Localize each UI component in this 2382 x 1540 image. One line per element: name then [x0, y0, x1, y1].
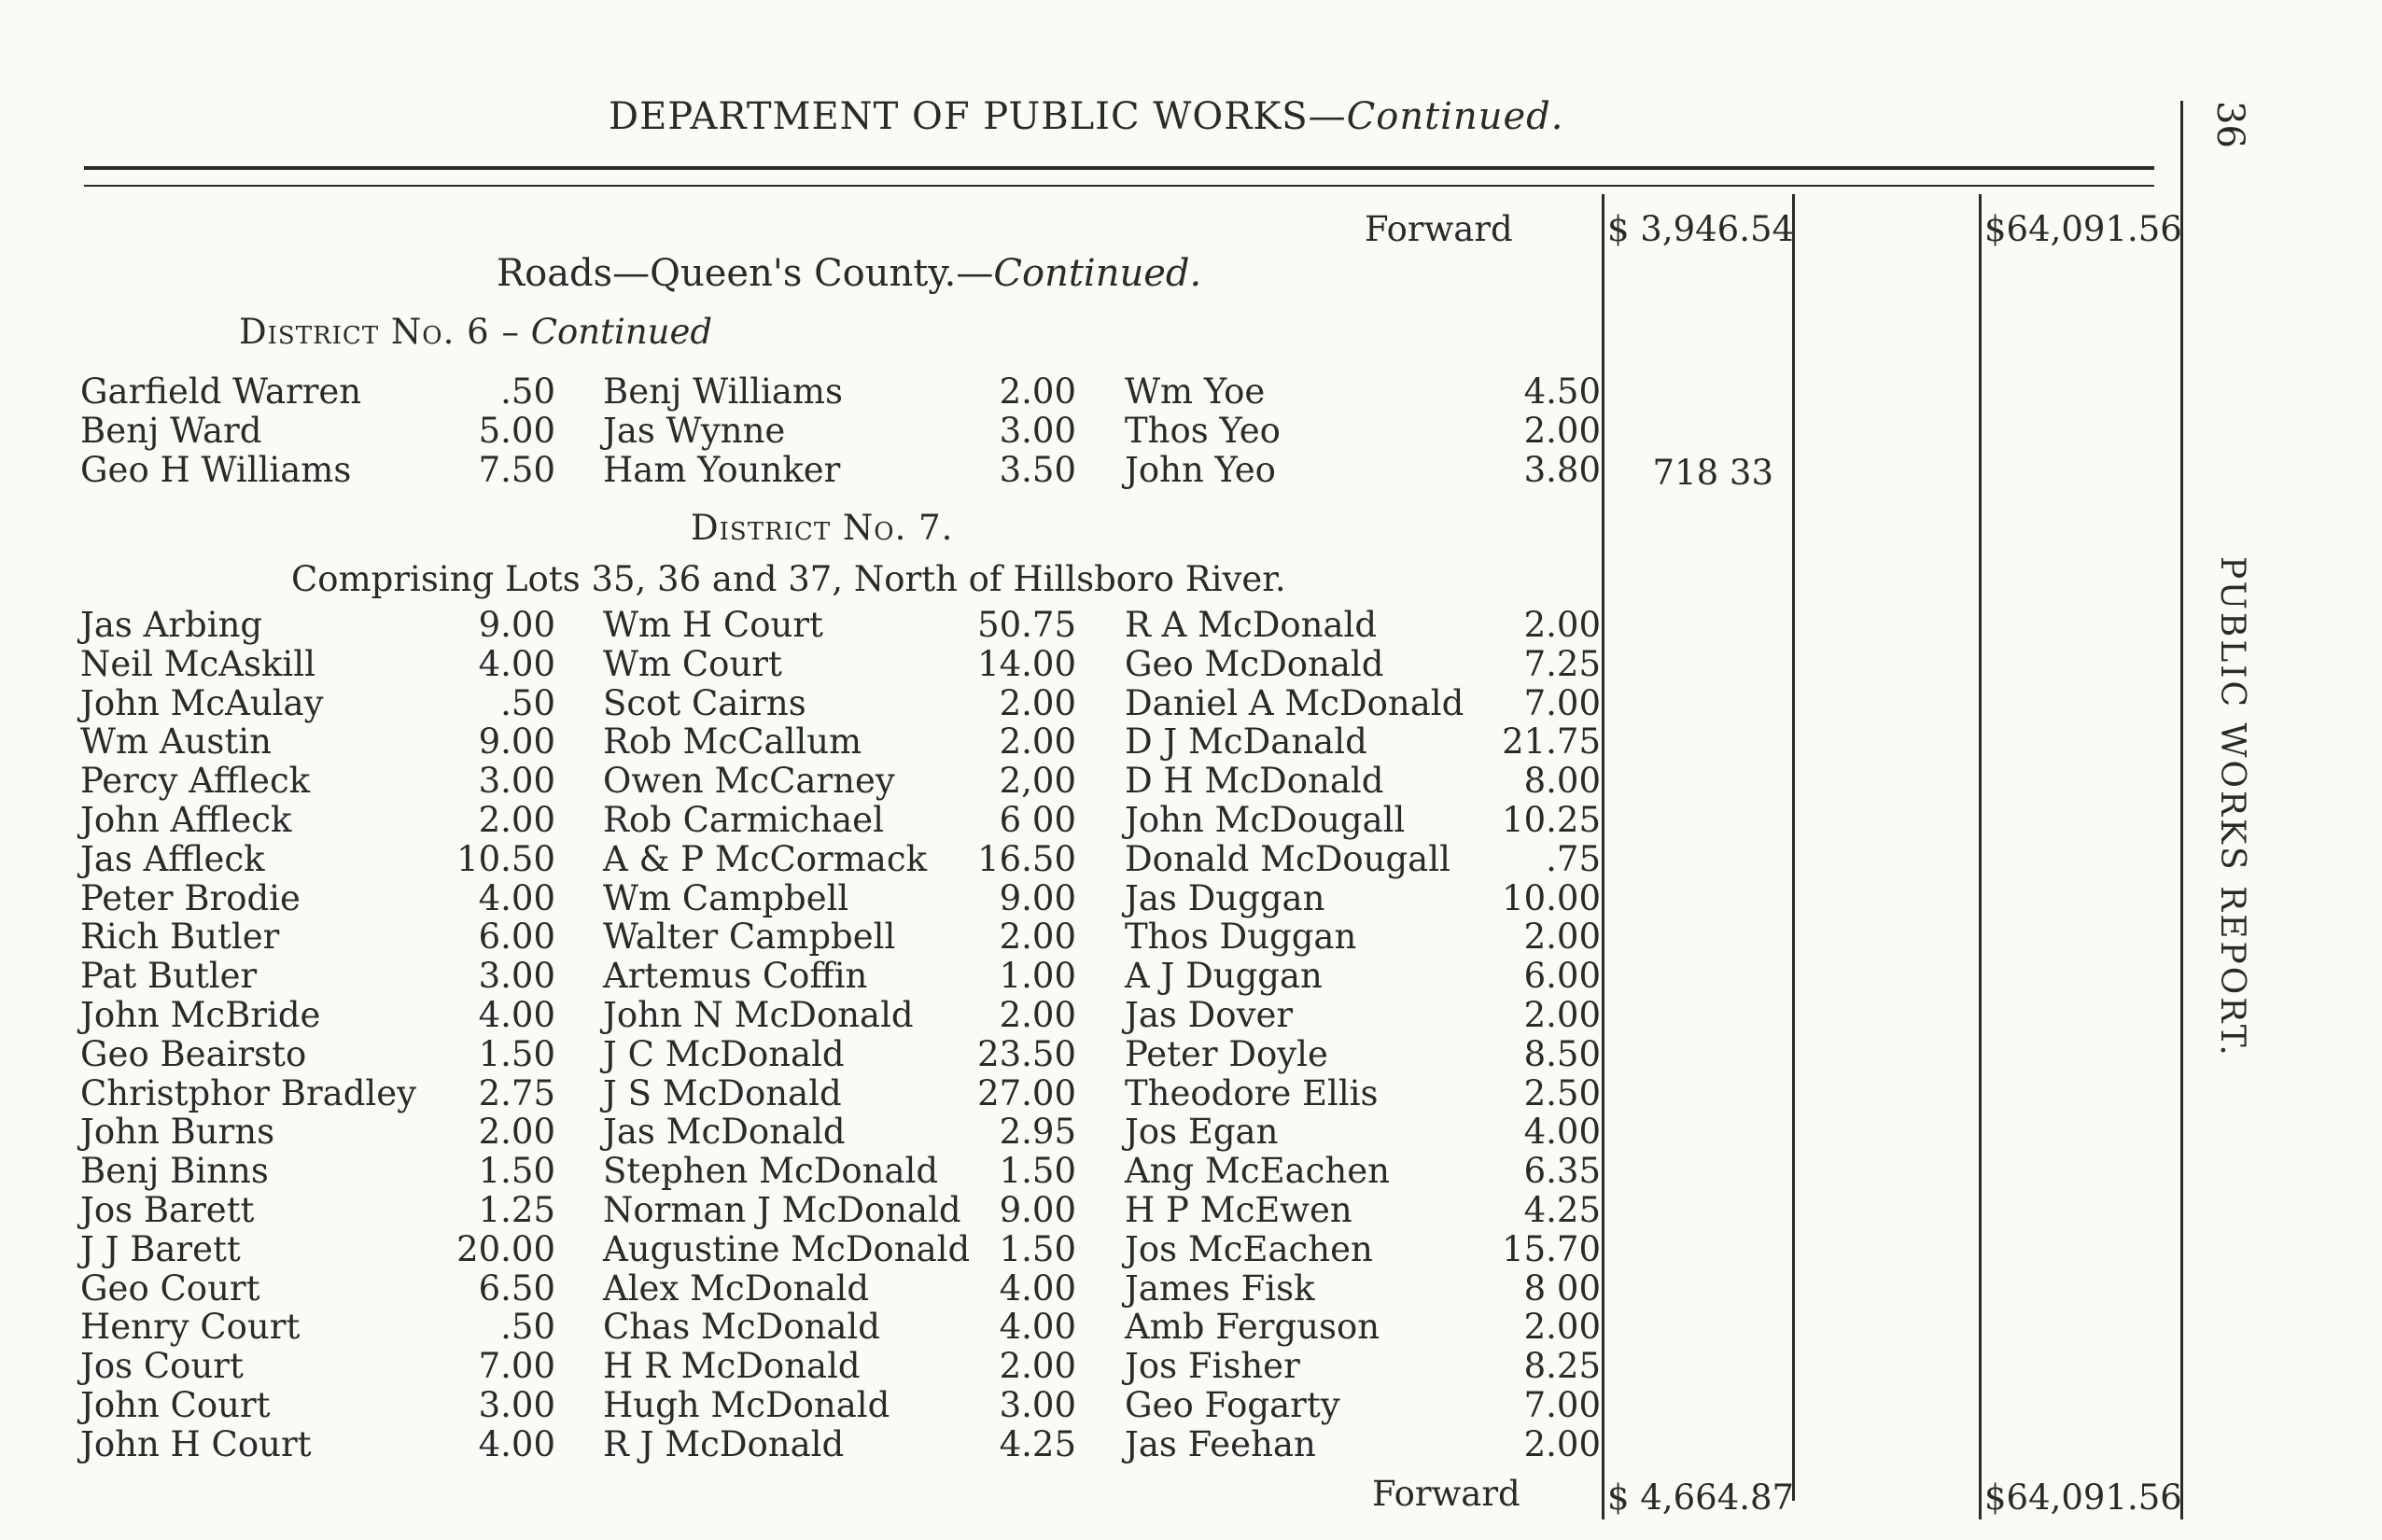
entry-amount: 15.70: [1502, 1228, 1601, 1269]
entry-amount: 4.50: [1523, 371, 1601, 412]
entry-name: Jas Affleck: [80, 838, 265, 879]
entry-name: John McBride: [80, 995, 321, 1035]
entry-amount: 7.50: [478, 450, 555, 490]
entry-amount: 27.00: [977, 1072, 1076, 1113]
entry-name: Wm Campbell: [603, 877, 849, 918]
entry-amount: 4.00: [478, 877, 555, 918]
entry-amount: 5.00: [478, 411, 555, 451]
entry-amount: 50.75: [977, 605, 1076, 645]
entry-name: Jas Duggan: [1125, 877, 1325, 918]
entry-name: R J McDonald: [603, 1423, 845, 1464]
entry-name: Jas McDonald: [603, 1112, 846, 1153]
entry-amount: 3.00: [999, 1385, 1076, 1425]
entry-amount: 1.50: [478, 1151, 555, 1192]
entry-amount: 6.35: [1523, 1151, 1601, 1192]
entry-amount: 1.50: [999, 1151, 1076, 1192]
entry-amount: 2.00: [999, 682, 1076, 723]
entry-name: Artemus Coffin: [603, 956, 868, 997]
entry-name: Theodore Ellis: [1125, 1072, 1379, 1113]
entry-name: Jas Dover: [1125, 995, 1294, 1035]
entry-name: John Affleck: [80, 800, 292, 840]
entry-name: Wm Court: [603, 643, 782, 684]
header-continued: —Continued.: [1308, 95, 1564, 138]
entry-amount: 2,00: [999, 761, 1076, 802]
entry-name: Wm H Court: [603, 605, 823, 645]
entry-name: Amb Ferguson: [1125, 1307, 1380, 1348]
right-margin-rule: [2180, 101, 2183, 1519]
entry-amount: 2.00: [1523, 1423, 1601, 1464]
entry-name: Norman J McDonald: [603, 1190, 961, 1230]
entry-amount: 2.00: [1523, 917, 1601, 958]
entry-name: Percy Affleck: [80, 761, 311, 802]
entry-amount: 2.95: [999, 1112, 1076, 1153]
entry-amount: 9.00: [999, 1190, 1076, 1230]
entry-amount: 2.75: [478, 1072, 555, 1113]
entry-name: John Yeo: [1125, 450, 1276, 490]
entry-name: Geo Beairsto: [80, 1033, 307, 1074]
entry-name: Peter Doyle: [1125, 1033, 1328, 1074]
entry-amount: 6 00: [999, 800, 1076, 840]
side-title: PUBLIC WORKS REPORT.: [2213, 556, 2251, 1058]
page-number: 36: [2208, 101, 2251, 148]
entry-amount: .50: [500, 1307, 555, 1348]
entry-name: Wm Austin: [80, 721, 272, 763]
entry-name: A J Duggan: [1125, 956, 1323, 997]
entry-amount: 8.25: [1523, 1346, 1601, 1387]
entry-amount: 1.00: [999, 956, 1076, 997]
entry-name: John McDougall: [1125, 800, 1406, 840]
entry-name: Wm Yoe: [1125, 371, 1266, 412]
entry-name: John McAulay: [80, 682, 324, 723]
entry-name: Daniel A McDonald: [1125, 682, 1464, 723]
forward-top-col3: $64,091.56: [1984, 209, 2182, 249]
entry-name: Rob McCallum: [603, 721, 862, 763]
column-rule-1: [1602, 194, 1604, 1519]
entry-amount: 2.00: [999, 1346, 1076, 1387]
entry-name: Hugh McDonald: [603, 1385, 890, 1425]
entry-name: Jas Arbing: [80, 605, 263, 645]
header-rule-bottom: [84, 185, 2154, 187]
entry-amount: 2.00: [478, 800, 555, 840]
section-title: [497, 252, 1201, 295]
district-6-continued: Continued: [530, 312, 713, 352]
entry-name: A & P McCormack: [603, 838, 928, 879]
entry-amount: 2.00: [999, 721, 1076, 763]
forward-bottom-col3: $64,091.56: [1984, 1477, 2182, 1518]
entry-name: Neil McAskill: [80, 643, 315, 684]
entry-amount: 4.00: [478, 995, 555, 1035]
entry-name: John Burns: [80, 1112, 275, 1153]
entry-name: Stephen McDonald: [603, 1151, 939, 1192]
forward-top-label: Forward: [1365, 209, 1513, 249]
entry-amount: 2.50: [1523, 1072, 1601, 1113]
entry-name: D H McDonald: [1125, 761, 1384, 802]
entry-amount: 6.00: [478, 917, 555, 958]
entry-amount: 9.00: [478, 605, 555, 645]
column-rule-2: [1792, 194, 1795, 1501]
entry-name: Rob Carmichael: [603, 800, 884, 840]
header-rule-top: [84, 166, 2154, 170]
entry-name: J C McDonald: [603, 1033, 845, 1074]
entry-amount: .50: [500, 682, 555, 723]
entry-amount: 3.00: [478, 956, 555, 997]
entry-amount: 1.25: [478, 1190, 555, 1230]
entry-name: Benj Williams: [603, 371, 843, 412]
district-7-heading: District No. 7.: [691, 508, 954, 548]
entry-amount: 3.80: [1523, 450, 1601, 490]
entry-name: H R McDonald: [603, 1346, 861, 1387]
entry-name: Owen McCarney: [603, 761, 895, 802]
entry-name: Thos Yeo: [1125, 411, 1281, 451]
entry-name: Peter Brodie: [80, 877, 301, 918]
entry-name: Geo Fogarty: [1125, 1385, 1340, 1425]
district-6-subtotal: 718 33: [1652, 453, 1773, 493]
entry-name: Jos Fisher: [1125, 1346, 1300, 1387]
entry-name: Jos Court: [80, 1346, 244, 1387]
entry-name: Christphor Bradley: [80, 1072, 417, 1113]
forward-bottom-col1: $ 4,664.87: [1607, 1477, 1795, 1518]
district-7-subheading: Comprising Lots 35, 36 and 37, North of Hillsboro River.: [291, 559, 1286, 599]
entry-name: Jos Egan: [1125, 1112, 1279, 1153]
entry-name: Thos Duggan: [1125, 917, 1357, 958]
entry-amount: 4.25: [999, 1423, 1076, 1464]
entry-amount: 14.00: [977, 643, 1076, 684]
entry-name: Geo McDonald: [1125, 643, 1384, 684]
entry-amount: 6.00: [1523, 956, 1601, 997]
entry-amount: 4.00: [478, 1423, 555, 1464]
entry-amount: 21.75: [1502, 721, 1601, 763]
forward-bottom-label: Forward: [1372, 1474, 1520, 1514]
entry-amount: 9.00: [999, 877, 1076, 918]
entry-name: Ang McEachen: [1125, 1151, 1390, 1192]
entry-name: Donald McDougall: [1125, 838, 1450, 879]
entry-name: J S McDonald: [603, 1072, 842, 1113]
entry-amount: 4.25: [1523, 1190, 1601, 1230]
entry-amount: .50: [500, 371, 555, 412]
entry-name: John Court: [80, 1385, 271, 1425]
page-header: [609, 95, 1563, 138]
entry-amount: 23.50: [977, 1033, 1076, 1074]
section-title-main: Roads—Queen's County.—: [497, 252, 994, 295]
entry-amount: 8.50: [1523, 1033, 1601, 1074]
district-6-label: District No. 6 –: [239, 312, 520, 352]
entry-amount: 3.50: [999, 450, 1076, 490]
entry-name: Alex McDonald: [603, 1267, 870, 1309]
forward-top-col1: $ 3,946.54: [1607, 209, 1795, 249]
entry-amount: 7.00: [478, 1346, 555, 1387]
entry-amount: 6.50: [478, 1267, 555, 1309]
entry-name: Ham Younker: [603, 450, 841, 490]
entry-name: Jas Wynne: [603, 411, 786, 451]
entry-name: D J McDanald: [1125, 721, 1367, 763]
entry-name: H P McEwen: [1125, 1190, 1352, 1230]
entry-amount: 7.00: [1523, 1385, 1601, 1425]
entry-name: Augustine McDonald: [603, 1228, 971, 1269]
entry-name: Jos Barett: [80, 1190, 255, 1230]
entry-name: Chas McDonald: [603, 1307, 880, 1348]
entry-amount: 8 00: [1523, 1267, 1601, 1309]
entry-amount: 4.00: [1523, 1112, 1601, 1153]
entry-name: James Fisk: [1125, 1267, 1315, 1309]
entry-amount: 3.00: [478, 1385, 555, 1425]
entry-name: Pat Butler: [80, 956, 258, 997]
entry-amount: 9.00: [478, 721, 555, 763]
entry-name: Benj Ward: [80, 411, 262, 451]
entry-amount: 7.25: [1523, 643, 1601, 684]
entry-name: Rich Butler: [80, 917, 280, 958]
entry-name: Geo Court: [80, 1267, 260, 1309]
entry-amount: 1.50: [999, 1228, 1076, 1269]
entry-name: Garfield Warren: [80, 371, 362, 412]
column-rule-3: [1979, 194, 1982, 1519]
entry-amount: 1.50: [478, 1033, 555, 1074]
section-title-continued: Continued.: [993, 252, 1202, 295]
entry-amount: 4.00: [999, 1267, 1076, 1309]
entry-amount: 10.25: [1502, 800, 1601, 840]
entry-amount: 4.00: [999, 1307, 1076, 1348]
entry-name: Jos McEachen: [1125, 1228, 1373, 1269]
entry-name: Geo H Williams: [80, 450, 352, 490]
entry-name: J J Barett: [80, 1228, 241, 1269]
entry-amount: 3.00: [999, 411, 1076, 451]
entry-name: Henry Court: [80, 1307, 301, 1348]
entry-amount: 2.00: [1523, 605, 1601, 645]
entry-amount: 7.00: [1523, 682, 1601, 723]
district-6-heading: [239, 313, 712, 352]
entry-amount: 2.00: [478, 1112, 555, 1153]
entry-amount: 20.00: [456, 1228, 555, 1269]
entry-amount: 2.00: [999, 995, 1076, 1035]
entry-amount: 2.00: [1523, 1307, 1601, 1348]
entry-name: John H Court: [80, 1423, 312, 1464]
entry-name: John N McDonald: [603, 995, 914, 1035]
entry-amount: 2.00: [1523, 411, 1601, 451]
entry-amount: 2.00: [999, 917, 1076, 958]
entry-name: R A McDonald: [1125, 605, 1378, 645]
entry-name: Jas Feehan: [1125, 1423, 1316, 1464]
entry-amount: 4.00: [478, 643, 555, 684]
entry-name: Scot Cairns: [603, 682, 806, 723]
entry-name: Walter Campbell: [603, 917, 896, 958]
entry-amount: 10.00: [1502, 877, 1601, 918]
entry-amount: 8.00: [1523, 761, 1601, 802]
entry-amount: 3.00: [478, 761, 555, 802]
entry-amount: 2.00: [999, 371, 1076, 412]
entry-name: Benj Binns: [80, 1151, 269, 1192]
entry-amount: 2.00: [1523, 995, 1601, 1035]
entry-amount: .75: [1546, 838, 1601, 879]
entry-amount: 16.50: [977, 838, 1076, 879]
entry-amount: 10.50: [456, 838, 555, 879]
header-title: DEPARTMENT OF PUBLIC WORKS: [609, 95, 1309, 138]
